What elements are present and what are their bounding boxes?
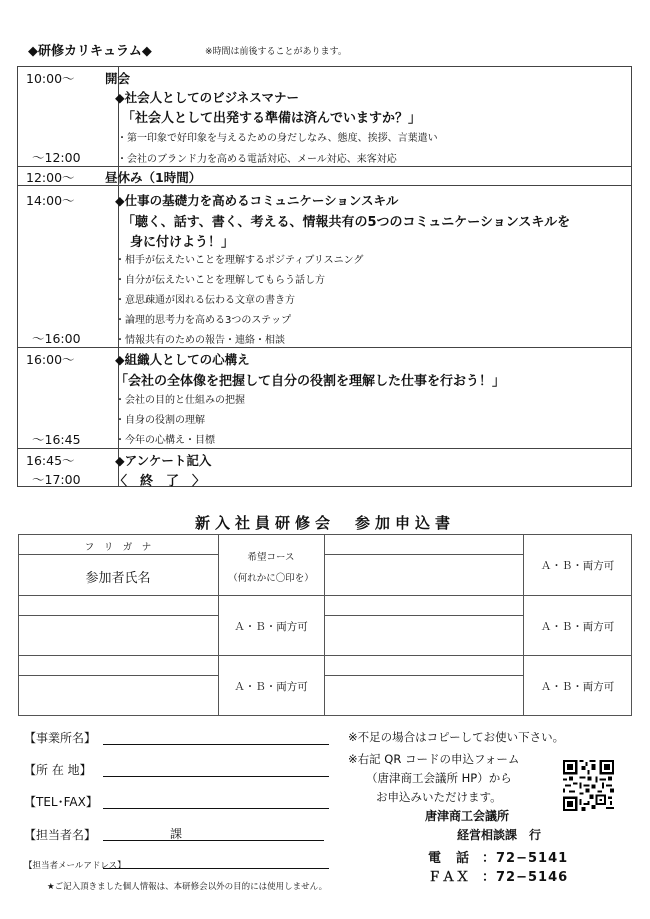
furigana-line bbox=[18, 675, 218, 676]
session-item: ・意思疎通が図れる伝わる文章の書き方 bbox=[115, 295, 295, 306]
qr-note: お申込みいただけます。 bbox=[376, 790, 502, 804]
furigana-line bbox=[324, 615, 523, 616]
session-heading: 昼休み（1時間） bbox=[105, 170, 202, 185]
tel-label: 電 話 bbox=[428, 851, 471, 866]
fax-label: ＦＡＸ bbox=[428, 870, 471, 885]
session-item: ・自分が伝えたいことを理解してもらう話し方 bbox=[115, 275, 325, 286]
time-start: 10:00〜 bbox=[26, 71, 75, 86]
session-item: ・第一印象で好印象を与えるための身だしなみ、態度、挨拶、言葉遣い bbox=[117, 133, 438, 144]
time-end: 〜16:00 bbox=[32, 331, 81, 346]
department-suffix: 課 bbox=[170, 827, 183, 841]
address-label: 【所 在 地】 bbox=[24, 763, 92, 777]
table-border bbox=[18, 534, 19, 716]
session-item: ・会社のブランド力を高める電話対応、メール対応、来客対応 bbox=[117, 154, 397, 165]
row-divider bbox=[18, 347, 631, 348]
qr-code-icon[interactable] bbox=[563, 760, 614, 811]
time-start: 14:00〜 bbox=[26, 193, 75, 208]
closing-label: 〈 終 了 〉 bbox=[114, 474, 206, 489]
email-label: 【担当者メールアドレス】 bbox=[24, 861, 126, 871]
organizer-name: 唐津商工会議所 bbox=[425, 809, 510, 823]
form-title: 新入社員研修会 参加申込書 bbox=[194, 514, 455, 532]
time-start: 16:45〜 bbox=[26, 453, 75, 468]
session-item: ・論理的思考力を高める3つのステップ bbox=[115, 315, 292, 326]
table-border bbox=[324, 534, 325, 716]
furigana-line bbox=[324, 675, 523, 676]
session-heading: 開会 bbox=[105, 71, 131, 86]
tel-number: ：72−5141 bbox=[482, 851, 569, 866]
privacy-footer: ★ご記入頂きました個人情報は、本研修会以外の目的には使用しません。 bbox=[47, 882, 328, 892]
time-end: 〜17:00 bbox=[32, 472, 81, 487]
course-option[interactable]: Ａ・Ｂ・両方可 bbox=[540, 681, 615, 693]
curriculum-title: ◆研修カリキュラム◆ bbox=[28, 44, 152, 59]
company-label: 【事業所名】 bbox=[24, 731, 97, 745]
session-tagline: 「会社の全体像を把握して自分の役割を理解した仕事を行おう！」 bbox=[115, 374, 506, 389]
course-option[interactable]: Ａ・Ｂ・両方可 bbox=[540, 621, 615, 633]
session-item: ・会社の目的と仕組みの把握 bbox=[115, 395, 245, 406]
telfax-label: 【TEL･FAX】 bbox=[24, 795, 98, 809]
session-tagline: 身に付けよう！」 bbox=[130, 235, 235, 250]
fax-number: ：72−5146 bbox=[482, 870, 569, 885]
table-border bbox=[18, 595, 632, 596]
schedule-table bbox=[17, 66, 632, 487]
session-item: ・情報共有のための報告・連絡・相談 bbox=[115, 335, 285, 346]
curriculum-note: ※時間は前後することがあります。 bbox=[205, 47, 347, 57]
company-field[interactable] bbox=[103, 744, 329, 745]
session-title: ◆社会人としてのビジネスマナー bbox=[115, 90, 299, 105]
qr-note: （唐津商工会議所 HP）から bbox=[366, 771, 512, 785]
furigana-line bbox=[18, 554, 218, 555]
table-border bbox=[18, 715, 632, 716]
session-item: ・相手が伝えたいことを理解するポジティブリスニング bbox=[115, 255, 364, 266]
course-option[interactable]: Ａ・Ｂ・両方可 bbox=[540, 560, 615, 572]
session-title: ◆組織人としての心構え bbox=[115, 352, 250, 367]
email-field[interactable] bbox=[103, 868, 329, 869]
session-item: ・今年の心構え・目標 bbox=[115, 435, 215, 446]
organizer-department: 経営相談課 行 bbox=[457, 828, 542, 842]
furigana-line bbox=[18, 615, 218, 616]
qr-note: ※右記 QR コードの申込フォーム bbox=[348, 752, 520, 766]
course-instruction: （何れかに〇印を） bbox=[228, 573, 314, 584]
telfax-field[interactable] bbox=[103, 808, 329, 809]
time-start: 12:00〜 bbox=[26, 170, 75, 185]
session-tagline: 「社会人として出発する準備は済んでいますか？」 bbox=[122, 111, 422, 126]
furigana-label: フ リ ガ ナ bbox=[84, 542, 152, 553]
session-tagline: 「聴く、話す、書く、考える、情報共有の5つのコミュニケーションスキルを bbox=[122, 215, 571, 230]
table-border bbox=[18, 655, 632, 656]
copy-note: ※不足の場合はコピーしてお使い下さい。 bbox=[348, 730, 565, 744]
participant-name-label: 参加者氏名 bbox=[85, 571, 151, 586]
session-item: ・自身の役割の理解 bbox=[115, 415, 205, 426]
time-end: 〜16:45 bbox=[32, 432, 81, 447]
contact-person-label: 【担当者名】 bbox=[24, 828, 97, 842]
time-start: 16:00〜 bbox=[26, 352, 75, 367]
row-divider bbox=[18, 166, 631, 167]
time-end: 〜12:00 bbox=[32, 150, 81, 165]
table-border bbox=[631, 534, 632, 716]
furigana-line bbox=[324, 554, 523, 555]
table-border bbox=[18, 534, 632, 535]
address-field[interactable] bbox=[103, 776, 329, 777]
row-divider bbox=[18, 448, 631, 449]
session-title: ◆アンケート記入 bbox=[115, 453, 212, 468]
course-option[interactable]: Ａ・Ｂ・両方可 bbox=[234, 621, 308, 633]
course-label: 希望コース bbox=[247, 552, 295, 563]
contact-person-field[interactable] bbox=[103, 840, 324, 841]
application-table bbox=[18, 534, 632, 716]
session-title: ◆仕事の基礎力を高めるコミュニケーションスキル bbox=[115, 193, 399, 208]
course-option[interactable]: Ａ・Ｂ・両方可 bbox=[234, 681, 308, 693]
